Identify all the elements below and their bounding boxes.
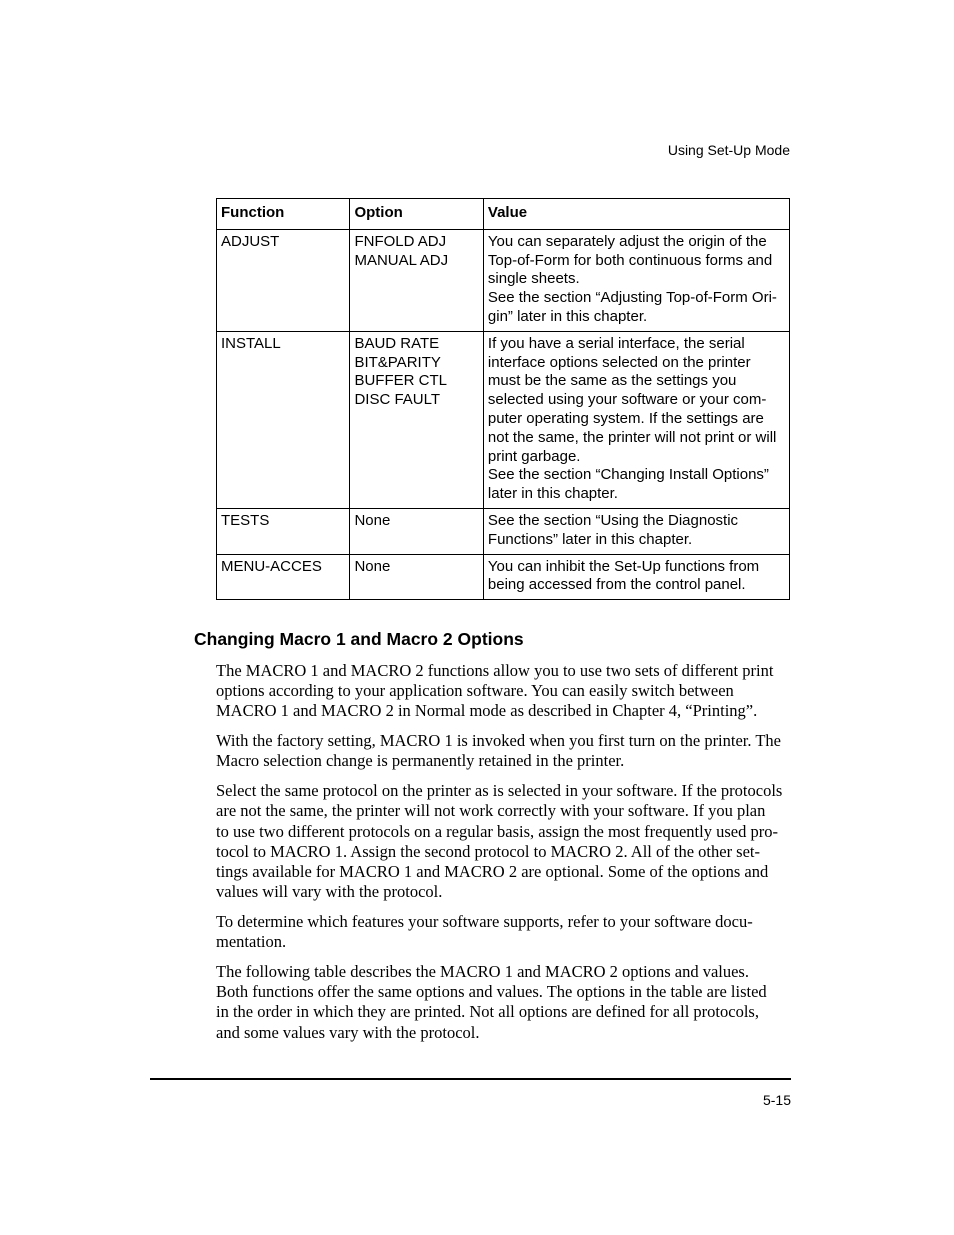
value-line: See the section “Using the Diagnostic — [487, 511, 739, 529]
text-line: and some values vary with the protocol. — [216, 1022, 480, 1042]
paragraph — [216, 781, 792, 902]
option-cell — [350, 229, 483, 331]
page-number: 5-15 — [762, 1092, 791, 1108]
text-line: options according to your application software. You can easily switch between — [216, 681, 734, 701]
column-header-option: Option — [350, 199, 483, 230]
text-line: Macro selection change is permanently retained in the printer. — [216, 751, 625, 771]
table-row — [217, 331, 790, 508]
value-line: selected using your software or your com- — [487, 391, 767, 409]
column-header-value: Value — [483, 199, 789, 230]
value-line: Top-of-Form for both continuous forms and — [487, 251, 773, 269]
option-item: None — [354, 557, 391, 575]
section-heading: Changing Macro 1 and Macro 2 Options — [194, 629, 524, 649]
value-cell — [483, 229, 789, 331]
footer-rule — [150, 1078, 791, 1080]
text-line: tocol to MACRO 1. Assign the second protocol to MACRO 2. All of the other set- — [216, 841, 761, 861]
text-line: The following table describes the MACRO 1 and MACRO 2 options and values. — [216, 962, 749, 982]
text-line: to use two different protocols on a regular basis, assign the most frequently used pro- — [216, 821, 778, 841]
table-header-row — [217, 199, 790, 230]
text-line: values will vary with the protocol. — [216, 882, 443, 902]
function-cell: TESTS — [217, 508, 350, 554]
option-item: MANUAL ADJ — [354, 251, 449, 269]
value-line: must be the same as the settings you — [487, 372, 737, 390]
value-line: puter operating system. If the settings are — [487, 409, 764, 427]
value-line: You can separately adjust the origin of the — [487, 232, 767, 250]
value-line: See the section “Changing Install Options” — [487, 466, 769, 484]
function-cell: MENU-ACCES — [217, 554, 350, 600]
paragraph — [216, 661, 792, 722]
value-line: See the section “Adjusting Top-of-Form Ori- — [487, 289, 777, 307]
body-text — [216, 661, 792, 1052]
text-line: Both functions offer the same options and values. The options in the table are listed — [216, 982, 767, 1002]
option-item: FNFOLD ADJ — [354, 232, 447, 250]
value-line: Functions” later in this chapter. — [487, 530, 693, 548]
value-line: interface options selected on the printer — [487, 353, 751, 371]
text-line: To determine which features your software supports, refer to your software docu- — [216, 912, 753, 932]
running-header: Using Set-Up Mode — [667, 142, 790, 158]
value-cell — [483, 554, 789, 600]
value-line: being accessed from the control panel. — [487, 576, 746, 594]
option-item: BAUD RATE — [354, 334, 440, 352]
option-cell — [350, 554, 483, 600]
text-line: Select the same protocol on the printer as is selected in your software. If the protocols — [216, 781, 783, 801]
option-item: None — [354, 511, 391, 529]
value-line: later in this chapter. — [487, 485, 618, 503]
text-line: With the factory setting, MACRO 1 is invoked when you first turn on the printer. The — [216, 731, 781, 751]
function-cell: INSTALL — [217, 331, 350, 508]
option-item: DISC FAULT — [354, 391, 441, 409]
value-cell — [483, 331, 789, 508]
function-cell: ADJUST — [217, 229, 350, 331]
column-header-function: Function — [217, 199, 350, 230]
table-row — [217, 554, 790, 600]
option-cell — [350, 508, 483, 554]
option-cell — [350, 331, 483, 508]
value-line: print garbage. — [487, 447, 581, 465]
text-line: mentation. — [216, 932, 287, 952]
text-line: The MACRO 1 and MACRO 2 functions allow you to use two sets of different print — [216, 661, 774, 680]
value-line: gin” later in this chapter. — [487, 307, 648, 325]
option-item: BUFFER CTL — [354, 372, 447, 390]
paragraph — [216, 912, 792, 952]
table-row — [217, 508, 790, 554]
value-line: You can inhibit the Set-Up functions from — [487, 557, 760, 575]
setup-functions-table — [216, 198, 790, 600]
option-item: BIT&PARITY — [354, 353, 441, 371]
paragraph — [216, 731, 792, 771]
text-line: tings available for MACRO 1 and MACRO 2 are optional. Some of the options and — [216, 862, 769, 882]
value-cell — [483, 508, 789, 554]
text-line: are not the same, the printer will not work correctly with your software. If you plan — [216, 801, 766, 821]
value-line: single sheets. — [487, 270, 580, 288]
value-line: not the same, the printer will not print or will — [487, 428, 777, 446]
value-line: If you have a serial interface, the serial — [487, 334, 745, 352]
text-line: MACRO 1 and MACRO 2 in Normal mode as described in Chapter 4, “Printing”. — [216, 701, 758, 721]
paragraph — [216, 962, 792, 1043]
table-row — [217, 229, 790, 331]
text-line: in the order in which they are printed. Not all options are defined for all protocols, — [216, 1002, 759, 1022]
